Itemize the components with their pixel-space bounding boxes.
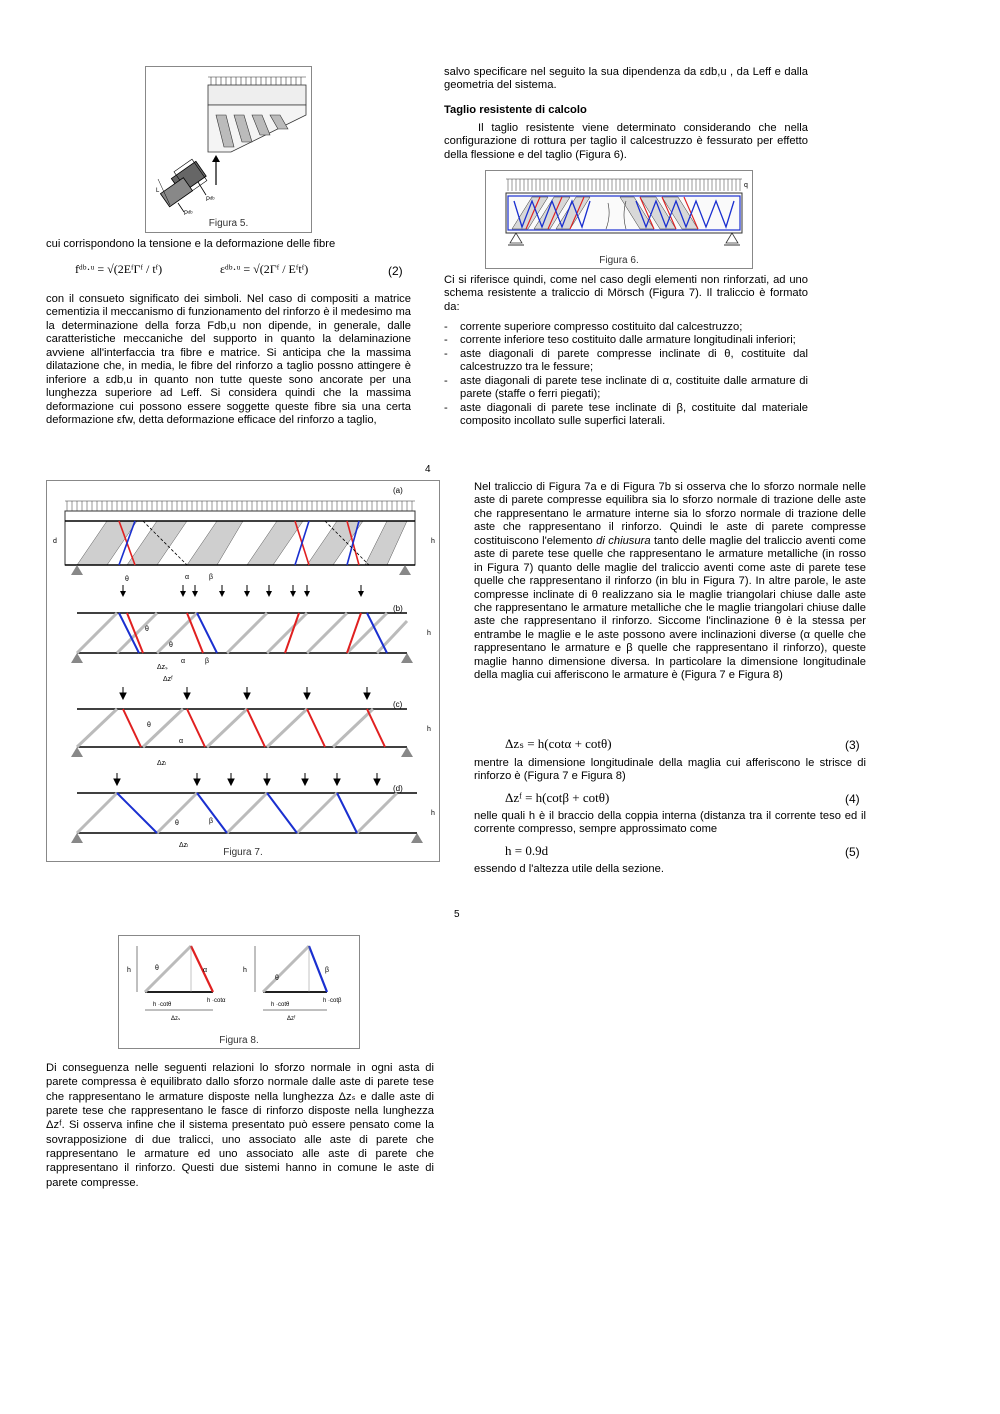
para3-emphasis: di chiusura xyxy=(596,534,651,547)
fig8-label-theta-right: θ xyxy=(275,975,279,982)
fig8-label-dzs: Δzₛ xyxy=(171,1016,181,1022)
fig7-label-dzs: Δzₛ xyxy=(157,664,168,671)
right-paragraph-3 xyxy=(474,481,866,683)
fig7-label-theta-b2: θ xyxy=(169,642,173,649)
list-item: - corrente inferiore teso costituito dalle armature longitudinali inferiori; xyxy=(444,334,808,347)
fig7-panel-b: (b) xyxy=(393,604,403,613)
fig8-label-theta-left: θ xyxy=(155,965,159,972)
figure-6 xyxy=(485,170,753,269)
fig8-label-hcot-theta-right: h ·cotθ xyxy=(271,1002,290,1008)
para3-part-2: tanto delle maglie del traliccio aventi come aste di parete tese quelle che rappresentano le armature metalliche (in rosso in Figura 7) quanto delle maglie del traliccio aventi come aste di parete tese quelle che rappresentano il rinforzo (in blu in Figura 7). In altre parole, le aste compresse inclinate di θ realizzano sia le maglie triangolari chiuse dalle aste che rappresentano le armature metalliche che le maglie triangolari chiuse dalle aste che rappresentano il rinforzo. Siccome l'inclinazione θ è la stessa per entrambe le maglie e le aste possono avere inclinazioni diverse (α quelle che rappresentano le armature e β quelle che rappresentano il rinforzo), queste maglie hanno dimensione diversa. In particolare la dimensione longitudinale della maglia cui afferiscono le armature è (Figura 7 e Figura 8) xyxy=(474,534,867,682)
list-item: - corrente superiore compresso costituito dal calcestruzzo; xyxy=(444,321,808,334)
fig8-label-alpha: α xyxy=(203,967,208,974)
fig7-label-dzl-d: Δzₗ xyxy=(179,842,189,847)
fig7-label-beta-a: β xyxy=(209,574,214,581)
fig5-label-l: L xyxy=(156,188,160,194)
fig5-label-pdb-1: Pᵈᵇ xyxy=(206,197,215,203)
figure-8-caption: Figura 8. xyxy=(219,1035,259,1046)
fig5-label-pdb-2: Pᵈᵇ xyxy=(184,211,193,217)
figure-6-caption: Figura 6. xyxy=(599,255,639,266)
fig7-label-theta-c: θ xyxy=(147,722,151,729)
fig7-label-alpha-c: α xyxy=(179,738,184,745)
figure-5-caption: Figura 5. xyxy=(208,218,249,229)
equation-3-number: (3) xyxy=(845,738,860,752)
para3-part-1: Nel traliccio di Figura 7a e di Figura 7b si osserva che lo sforzo normale nelle aste di parete compresse equilibra sia lo sforzo normale di trazione delle aste che rappresentano le armature interne sia lo sforzo normale di trazione delle aste che rappresentano il rinforzo. Quindi le aste di parete compresse costituiscono l'elemento xyxy=(474,481,866,547)
right-paragraph-4: mentre la dimensione longitudinale della maglia cui afferiscono le strisce di rinforzo è (Figura 7 e Figura 8) xyxy=(474,757,866,783)
fig7-label-theta-a: θ xyxy=(125,576,129,583)
figure-8 xyxy=(118,935,360,1049)
right-paragraph-1: Il taglio resistente viene determinato considerando che nella configurazione di rottura per taglio il calcestruzzo è fessurato per effetto della flessione e del taglio (Figura 6). xyxy=(444,122,808,161)
fig8-label-hcot-alpha: h ·cotα xyxy=(207,998,226,1004)
equation-4-number: (4) xyxy=(845,792,860,806)
fig7-label-alpha-a: α xyxy=(185,574,190,581)
fig7-label-beta-b: β xyxy=(205,658,210,665)
fig8-label-dzf: Δzᶠ xyxy=(287,1016,296,1022)
equation-3: Δzₛ = h(cotα + cotθ) xyxy=(505,736,612,751)
fig7-label-beta-d: β xyxy=(209,818,214,825)
left-paragraph-1: con il consueto significato dei simboli. Nel caso di compositi a matrice cementizia il meccanismo di funzionamento del rinforzo è il medesimo ma la determinazione della forza Fdb,u non dipende, in generale, dalle caratteristiche meccaniche del supporto in quanto la delaminazione avviene all'interfaccia tra fibre e matrice. Si anticipa che la massima dilatazione che, in media, le fibre del rinforzo a taglio possno attingere è inferiore a εdb,u in quanto non tutte queste sono ancorate per una lunghezza superiore ad Leff. Si considera quindi che la massima deformazione cui possono essere soggette queste fibre sia una certa deformazione εfw, detta deformazione efficace del rinforzo a taglio, xyxy=(46,293,411,426)
fig6-label-q: q xyxy=(744,182,748,189)
fig8-label-h-left: h xyxy=(127,967,131,974)
equation-4: Δzᶠ = h(cotβ + cotθ) xyxy=(505,790,610,805)
fig7-label-theta-b: θ xyxy=(145,626,149,633)
equation-5: h = 0.9d xyxy=(505,843,549,858)
list-item: - aste diagonali di parete tese inclinate di α, costituite dalle armature di parete (staffe o ferri piegati); xyxy=(444,375,808,402)
equation-2-left: fᵈᵇ·ᵘ = √(2EᶠΓᶠ / tᶠ) xyxy=(75,262,163,276)
list-item: - aste diagonali di parete tese inclinate di β, costituite dal materiale composito incollato sulle superfici laterali. xyxy=(444,402,808,429)
figure-8-drawing xyxy=(119,936,359,1034)
figure-7 xyxy=(46,480,440,862)
fig7-label-h-c: h xyxy=(427,726,431,733)
fig7-label-d: d xyxy=(53,538,57,545)
equation-5-number: (5) xyxy=(845,845,860,859)
fig8-label-hcot-theta-left: h ·cotθ xyxy=(153,1002,172,1008)
fig7-label-alpha-b: α xyxy=(181,658,186,665)
list-item: - aste diagonali di parete compresse inclinate di θ, costituite dal calcestruzzo tra le fessure; xyxy=(444,348,808,375)
figure-5-drawing xyxy=(146,67,311,217)
page-number-5: 5 xyxy=(454,909,460,920)
left-paragraph-2: Di conseguenza nelle seguenti relazioni lo sforzo normale in ogni asta di parete compressa è equilibrato dallo sforzo normale dalle aste di parete tese che rappresentano le armature disposte nella lunghezza Δzₛ e dalle aste di parete tese che rappresentano le fasce di rinforzo disposte nella lunghezza Δzᶠ. Si osserva infine che il sistema presentato può essere pensato come la sovrapposizione di due tralicci, uno associato alle aste di parete che rappresentano le armature ed uno associato alle aste di parete che rappresentano il rinforzo. Questi due sistemi hanno in comune le aste di parete compresse. xyxy=(46,1062,434,1189)
right-continuation: salvo specificare nel seguito la sua dipendenza da εdb,u , da Leff e dalla geometria del sistema. xyxy=(444,66,808,92)
fig7-label-h-b: h xyxy=(427,630,431,637)
fig7-label-h-a: h xyxy=(431,538,435,545)
fig7-label-dzf: Δzᶠ xyxy=(163,676,173,683)
equation-2-right: εᵈᵇ·ᵘ = √(2Γᶠ / Eᶠtᶠ) xyxy=(220,262,309,276)
fig7-label-dzl-c: Δzₗ xyxy=(157,760,167,767)
figure-7-caption: Figura 7. xyxy=(223,847,263,858)
fig8-label-hcot-beta: h ·cotβ xyxy=(323,998,342,1004)
equation-2-number: (2) xyxy=(388,264,403,278)
left-intro: cui corrispondono la tensione e la deformazione delle fibre xyxy=(46,238,336,250)
fig7-label-h-d: h xyxy=(431,810,435,817)
figure-7-drawing xyxy=(47,481,439,847)
figure-5 xyxy=(145,66,312,233)
right-paragraph-2: Ci si riferisce quindi, come nel caso degli elementi non rinforzati, ad uno schema resistente a traliccio di Mörsch (Figura 7). Il traliccio è formato da: xyxy=(444,274,808,313)
fig8-label-h-right: h xyxy=(243,967,247,974)
section-heading: Taglio resistente di calcolo xyxy=(444,104,587,116)
right-paragraph-6: essendo d l'altezza utile della sezione. xyxy=(474,863,664,875)
fig8-label-beta: β xyxy=(325,967,330,974)
fig7-panel-a: (a) xyxy=(393,486,403,495)
right-paragraph-5: nelle quali h è il braccio della coppia interna (distanza tra il corrente teso ed il corrente compresso, sempre approssimato come xyxy=(474,810,866,836)
fig7-label-theta-d: θ xyxy=(175,820,179,827)
page-number-4: 4 xyxy=(425,464,431,475)
truss-components-list xyxy=(444,321,808,429)
figure-6-drawing xyxy=(486,171,752,256)
fig7-panel-c: (c) xyxy=(393,700,403,709)
fig7-panel-d: (d) xyxy=(393,784,403,793)
